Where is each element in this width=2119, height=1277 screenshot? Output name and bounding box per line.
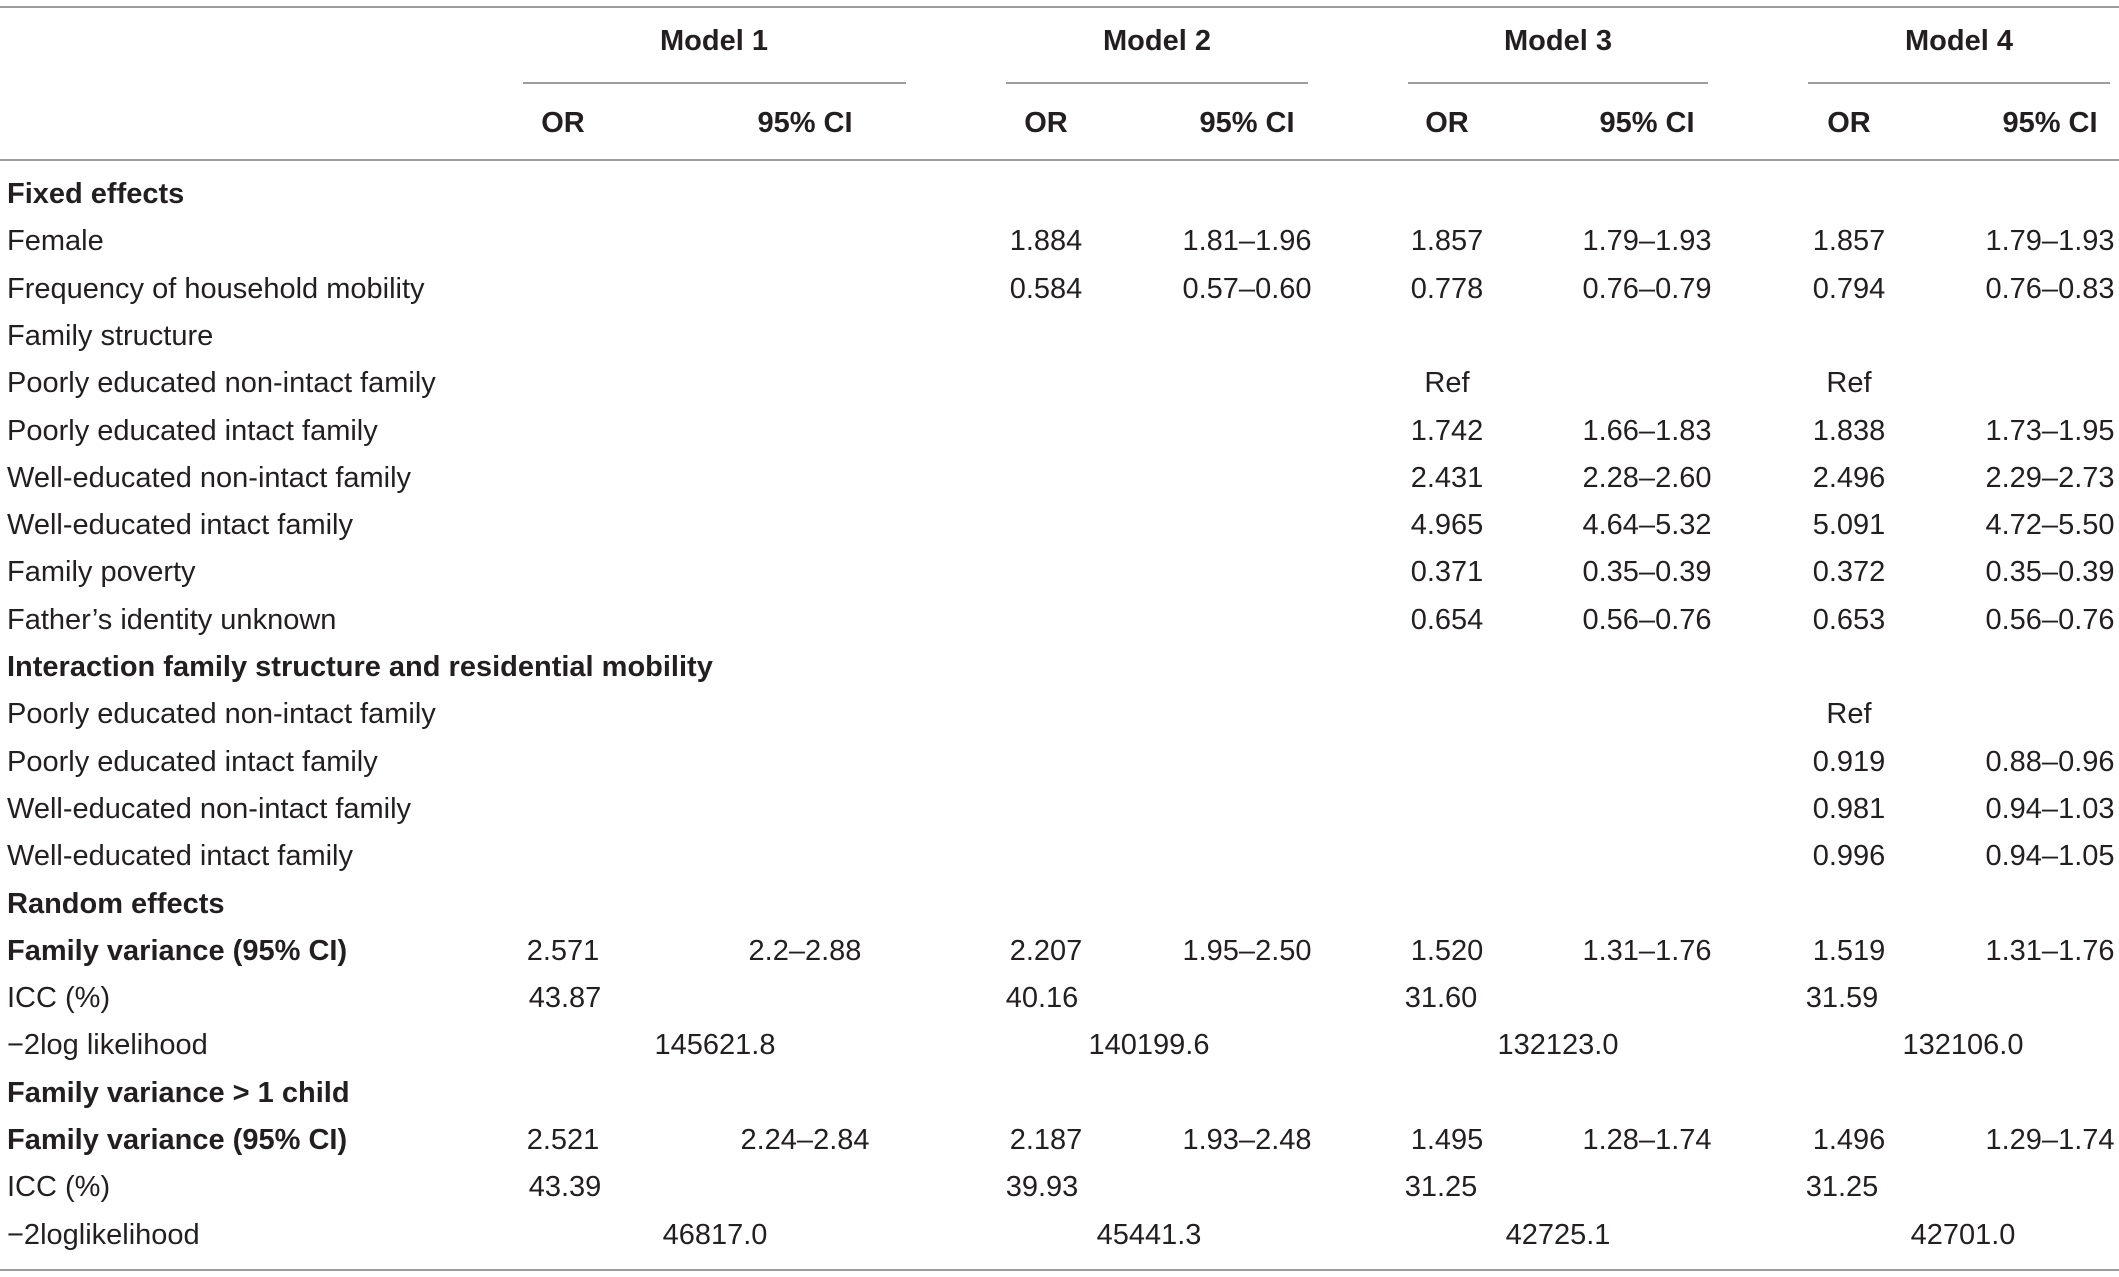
likelihood-value: 46817.0 (662, 1218, 768, 1251)
ci-value: 1.81–1.96 (1182, 225, 1312, 258)
row-label: Family poverty (7, 556, 196, 589)
or-value: 1.496 (1812, 1124, 1886, 1156)
or-value: 0.996 (1812, 840, 1886, 873)
or-header: OR (1827, 107, 1871, 139)
or-value: 1.742 (1410, 414, 1484, 447)
ci-value: 1.79–1.93 (1985, 225, 2115, 258)
row-label: Father’s identity unknown (7, 603, 337, 636)
ci-value: 2.24–2.84 (740, 1124, 870, 1156)
row-label: −2loglikelihood (7, 1218, 200, 1251)
ci-value: 0.76–0.79 (1582, 272, 1712, 305)
section-heading: Family variance (95% CI) (7, 934, 348, 967)
ci-value: 0.35–0.39 (1582, 556, 1712, 589)
row-label: Poorly educated intact family (7, 745, 378, 778)
or-value: 0.654 (1410, 603, 1484, 636)
or-value: 0.372 (1812, 556, 1886, 589)
icc-value: 31.25 (1404, 1171, 1478, 1204)
section-heading: Interaction family structure and residential mobility (7, 651, 713, 683)
icc-value: 31.59 (1805, 982, 1879, 1015)
model-header: Model 4 (1905, 25, 2013, 57)
or-value: 2.571 (526, 934, 600, 967)
row-label: Frequency of household mobility (7, 272, 425, 305)
model-3-underline (1408, 82, 1708, 84)
row-label: Well-educated non-intact family (7, 461, 412, 494)
model-1-underline (523, 82, 906, 84)
or-value: Ref (1826, 698, 1872, 731)
section-heading: Fixed effects (7, 178, 185, 210)
model-header: Model 1 (660, 25, 768, 57)
ci-value: 1.73–1.95 (1985, 414, 2115, 447)
or-value: 0.919 (1812, 745, 1886, 778)
row-label: Well-educated non-intact family (7, 792, 412, 825)
icc-value: 31.25 (1805, 1171, 1879, 1204)
model-2-underline (1006, 82, 1308, 84)
row-label: Poorly educated non-intact family (7, 367, 436, 400)
or-value: Ref (1826, 367, 1872, 400)
header-rule (0, 159, 2119, 161)
ci-header: 95% CI (757, 107, 853, 139)
ci-header: 95% CI (1199, 107, 1295, 139)
row-label: Female (7, 225, 104, 258)
ci-value: 0.94–1.05 (1985, 840, 2115, 873)
row-label: Family structure (7, 319, 214, 352)
or-header: OR (1425, 107, 1469, 139)
or-value: 1.838 (1812, 414, 1886, 447)
or-value: 1.884 (1009, 225, 1083, 258)
ci-value: 0.57–0.60 (1182, 272, 1312, 305)
or-value: 5.091 (1812, 509, 1886, 542)
ci-value: 0.35–0.39 (1985, 556, 2115, 589)
ci-value: 0.56–0.76 (1582, 603, 1712, 636)
or-value: 1.495 (1410, 1124, 1484, 1156)
section-heading: Family variance (95% CI) (7, 1124, 348, 1156)
ci-value: 0.56–0.76 (1985, 603, 2115, 636)
icc-value: 39.93 (1005, 1171, 1079, 1204)
model-4-underline (1808, 82, 2110, 84)
row-label: Poorly educated intact family (7, 414, 378, 447)
ci-value: 0.88–0.96 (1985, 745, 2115, 778)
icc-value: 43.87 (528, 982, 602, 1015)
ci-value: 2.28–2.60 (1582, 461, 1712, 494)
row-label: −2log likelihood (7, 1029, 208, 1062)
icc-value: 40.16 (1005, 982, 1079, 1015)
or-value: 2.187 (1009, 1124, 1083, 1156)
likelihood-value: 45441.3 (1096, 1218, 1202, 1251)
or-value: 2.431 (1410, 461, 1484, 494)
row-label: ICC (%) (7, 1171, 111, 1204)
likelihood-value: 140199.6 (1088, 1029, 1210, 1062)
ci-value: 1.29–1.74 (1985, 1124, 2115, 1156)
row-label: Well-educated intact family (7, 509, 354, 542)
or-value: 0.981 (1812, 792, 1886, 825)
ci-value: 2.2–2.88 (748, 934, 862, 967)
likelihood-value: 132106.0 (1902, 1029, 2024, 1062)
row-label: Poorly educated non-intact family (7, 698, 436, 731)
model-header: Model 2 (1103, 25, 1211, 57)
or-header: OR (541, 107, 585, 139)
ci-value: 1.31–1.76 (1582, 934, 1712, 967)
ci-value: 1.66–1.83 (1582, 414, 1712, 447)
or-value: 2.521 (526, 1124, 600, 1156)
ci-value: 1.93–2.48 (1182, 1124, 1312, 1156)
model-header: Model 3 (1504, 25, 1612, 57)
ci-value: 4.64–5.32 (1582, 509, 1712, 542)
or-value: 0.794 (1812, 272, 1886, 305)
or-value: 1.520 (1410, 934, 1484, 967)
or-value: 0.778 (1410, 272, 1484, 305)
ci-value: 0.94–1.03 (1985, 792, 2115, 825)
or-value: 4.965 (1410, 509, 1484, 542)
or-value: 2.207 (1009, 934, 1083, 967)
or-value: 2.496 (1812, 461, 1886, 494)
or-value: 1.857 (1410, 225, 1484, 258)
ci-value: 1.79–1.93 (1582, 225, 1712, 258)
icc-value: 31.60 (1404, 982, 1478, 1015)
or-header: OR (1024, 107, 1068, 139)
ci-value: 1.95–2.50 (1182, 934, 1312, 967)
likelihood-value: 42725.1 (1505, 1218, 1611, 1251)
bottom-rule (0, 1269, 2119, 1271)
ci-value: 1.31–1.76 (1985, 934, 2115, 967)
ci-value: 2.29–2.73 (1985, 461, 2115, 494)
top-rule (0, 6, 2119, 8)
likelihood-value: 42701.0 (1910, 1218, 2016, 1251)
ci-header: 95% CI (1599, 107, 1695, 139)
ci-value: 4.72–5.50 (1985, 509, 2115, 542)
section-heading: Family variance > 1 child (7, 1076, 350, 1109)
or-value: 0.653 (1812, 603, 1886, 636)
section-heading: Random effects (7, 887, 225, 920)
or-value: 0.371 (1410, 556, 1484, 589)
ci-header: 95% CI (2002, 107, 2098, 139)
or-value: 0.584 (1009, 272, 1083, 305)
icc-value: 43.39 (528, 1171, 602, 1204)
row-label: Well-educated intact family (7, 840, 354, 873)
or-value: 1.519 (1812, 934, 1886, 967)
row-label: ICC (%) (7, 982, 111, 1015)
or-value: Ref (1424, 367, 1470, 400)
likelihood-value: 145621.8 (654, 1029, 776, 1062)
or-value: 1.857 (1812, 225, 1886, 258)
ci-value: 0.76–0.83 (1985, 272, 2115, 305)
ci-value: 1.28–1.74 (1582, 1124, 1712, 1156)
likelihood-value: 132123.0 (1497, 1029, 1619, 1062)
